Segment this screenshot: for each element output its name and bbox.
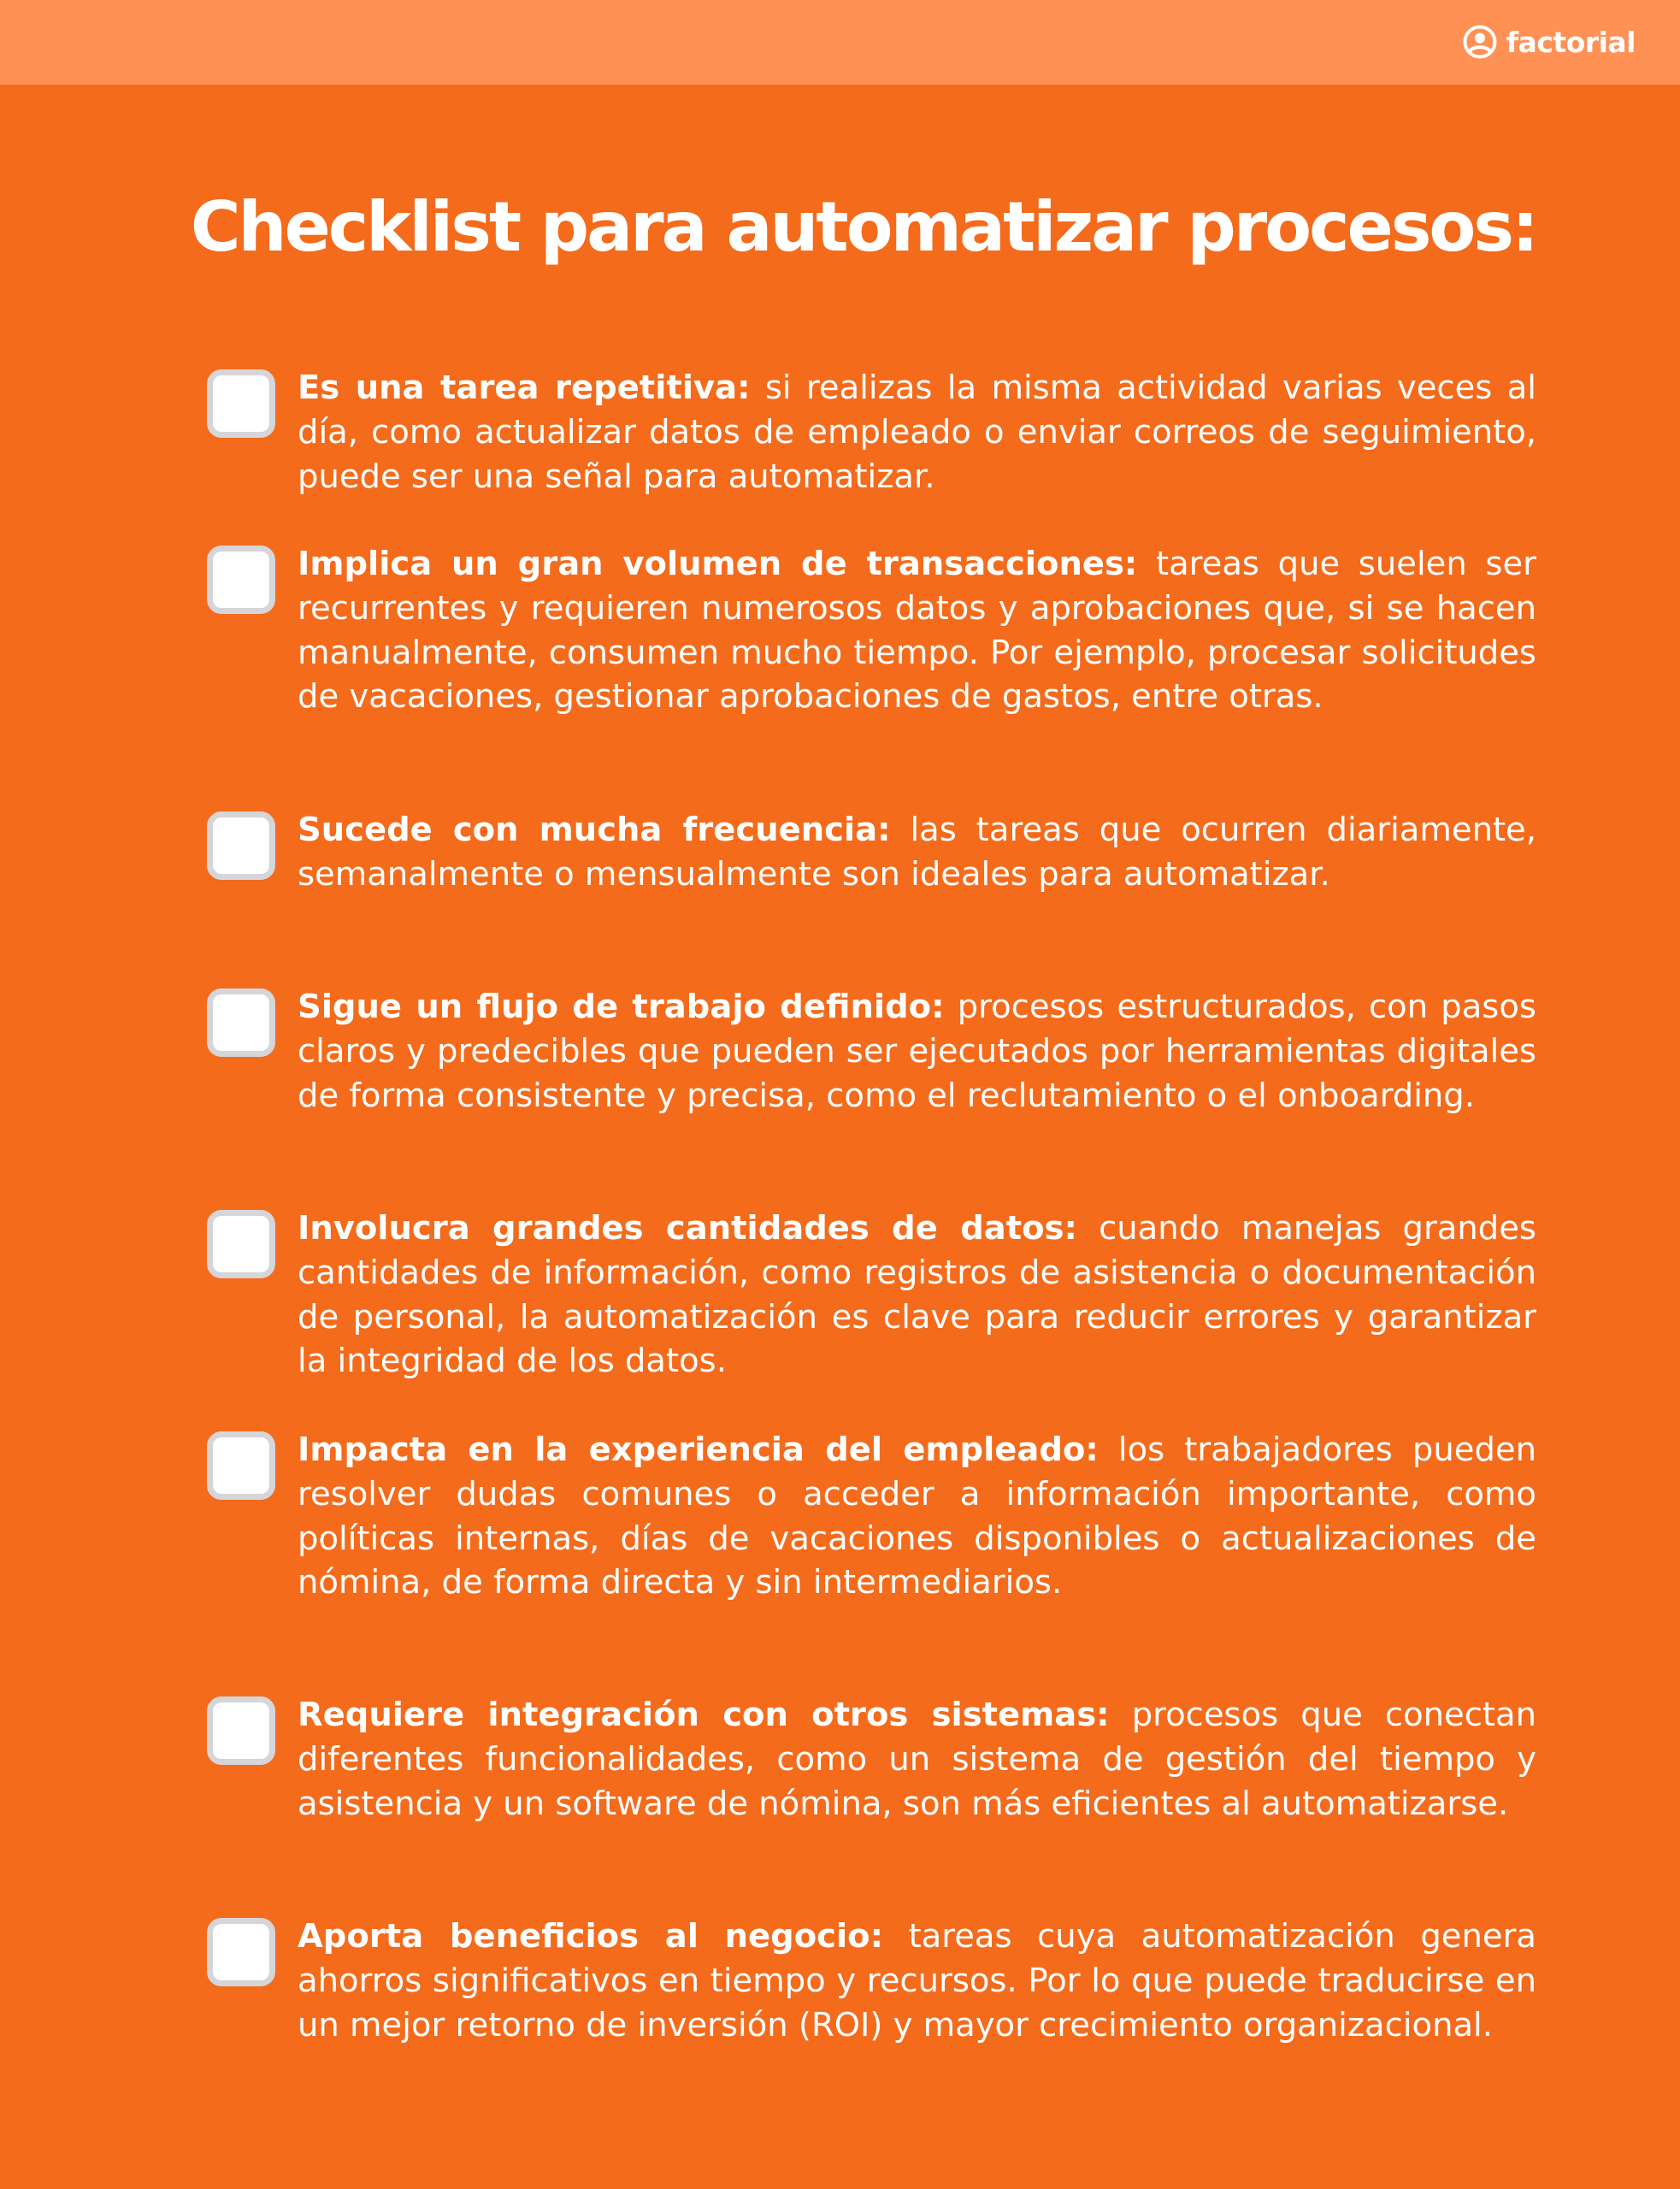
checklist-item-text xyxy=(298,1693,1536,1826)
checklist-item-title: Es una tarea repetitiva: xyxy=(298,369,751,407)
checklist-item-title: Implica un gran volumen de transacciones: xyxy=(298,545,1138,583)
checkbox[interactable] xyxy=(207,988,275,1057)
checklist-item-title: Requiere integración con otros sistemas: xyxy=(298,1696,1110,1734)
checklist-item-description: tareas que suelen ser recurrentes y requieren numerosos datos y aprobaciones que, si se hacen manualmente, consumen mucho tiempo. Por ejemplo, procesar solicitudes de vacaciones, gestionar aprobaciones de gastos, entre otras. xyxy=(298,545,1536,717)
checklist-item-title: Involucra grandes cantidades de datos: xyxy=(298,1209,1077,1248)
checklist-item-title: Aporta beneficios al negocio: xyxy=(298,1917,884,1956)
logo-text: factorial xyxy=(1506,25,1636,59)
checklist-item-text xyxy=(298,808,1536,897)
checkbox[interactable] xyxy=(207,1210,275,1278)
checkbox[interactable] xyxy=(207,1431,275,1500)
checklist-item-description: si realizas la misma actividad varias veces al día, como actualizar datos de empleado o enviar correos de seguimiento, puede ser una señal para automatizar. xyxy=(298,369,1536,496)
checklist-item-text xyxy=(298,1207,1536,1384)
checklist-item-text xyxy=(298,542,1536,719)
checklist-item-description: procesos que conectan diferentes funcionalidades, como un sistema de gestión del tiempo y asistencia y un software de nómina, son más eficientes al automatizarse. xyxy=(298,1696,1536,1823)
checklist-item-text xyxy=(298,1428,1536,1605)
checklist-item-title: Impacta en la experiencia del empleado: xyxy=(298,1431,1099,1469)
checklist-item-description: las tareas que ocurren diariamente, semanalmente o mensualmente son ideales para automatizar. xyxy=(298,811,1536,894)
checklist-item-title: Sigue un flujo de trabajo definido: xyxy=(298,988,945,1026)
checkbox[interactable] xyxy=(207,811,275,880)
checkbox[interactable] xyxy=(207,1918,275,1986)
checkbox[interactable] xyxy=(207,546,275,614)
checkbox[interactable] xyxy=(207,369,275,438)
checklist-item-title: Sucede con mucha frecuencia: xyxy=(298,811,891,849)
checklist-item-description: los trabajadores pueden resolver dudas comunes o acceder a información importante, como políticas internas, días de vacaciones disponibles o actualizaciones de nómina, de forma directa y sin intermediarios. xyxy=(298,1431,1536,1602)
checklist-item-text xyxy=(298,985,1536,1118)
checklist-item-text xyxy=(298,1915,1536,2047)
checklist-item-description: tareas cuya automatización genera ahorros significativos en tiempo y recursos. Por lo que puede traducirse en un mejor retorno de inversión (ROI) y mayor crecimiento organizacional. xyxy=(298,1917,1536,2044)
checklist-item-description: procesos estructurados, con pasos claros y predecibles que pueden ser ejecutados por herramientas digitales de forma consistente y precisa, como el reclutamiento o el onboarding. xyxy=(298,988,1536,1115)
checklist-item-text xyxy=(298,366,1536,499)
checkbox[interactable] xyxy=(207,1696,275,1765)
checklist-item-description: cuando manejas grandes cantidades de información, como registros de asistencia o documentación de personal, la automatización es clave para reducir errores y garantizar la integridad de los datos. xyxy=(298,1209,1536,1381)
page-title: Checklist para automatizar procesos: xyxy=(190,187,1536,267)
